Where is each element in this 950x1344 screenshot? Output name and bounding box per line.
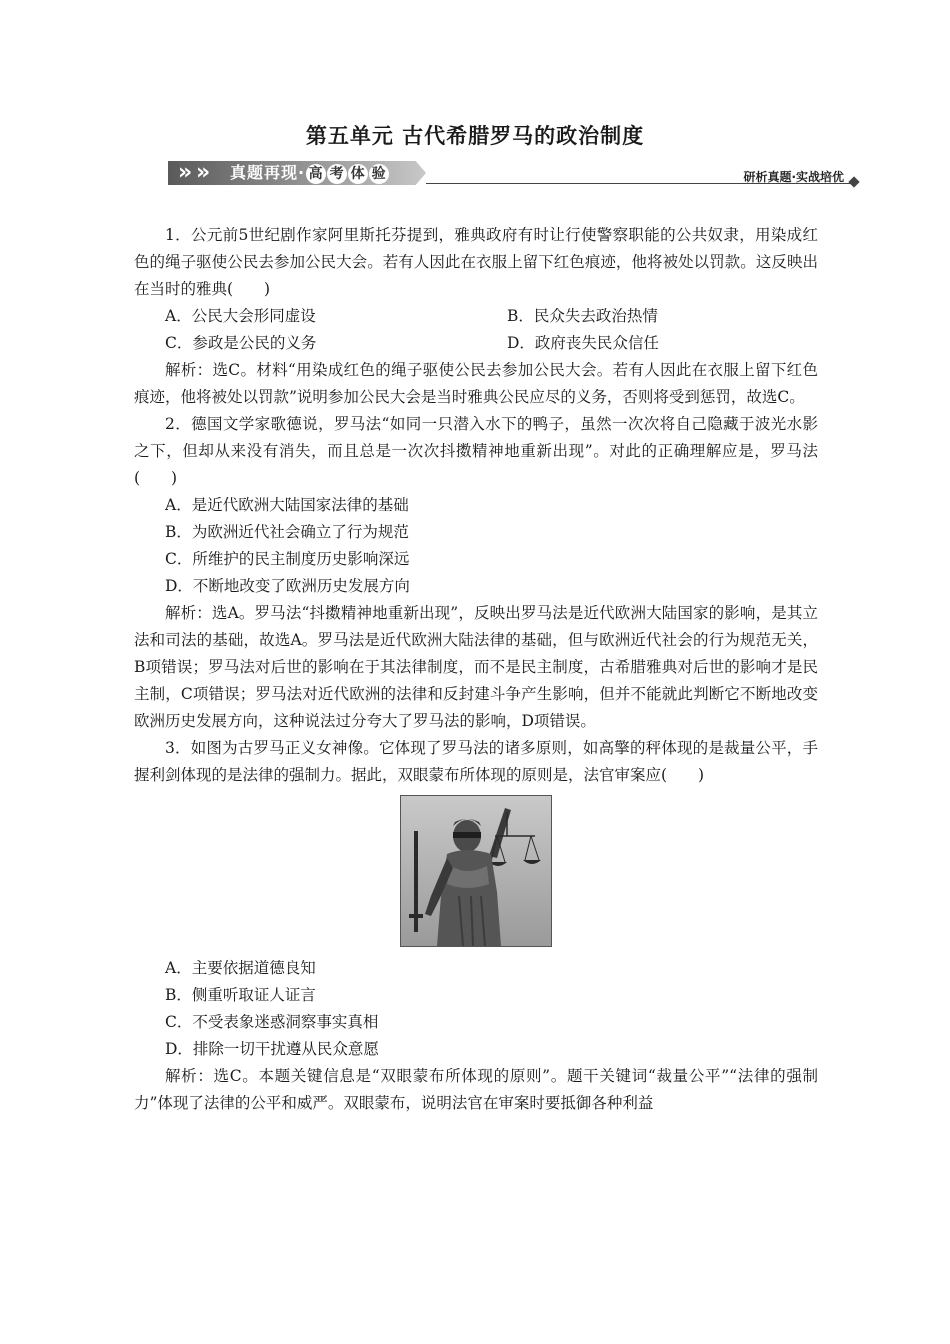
option-b: B．民众失去政治热情 [507, 307, 658, 325]
option-c: C．参政是公民的义务 [165, 334, 317, 352]
option-d: D．不断地改变了欧洲历史发展方向 [165, 577, 410, 595]
banner-circled-char: 高 [306, 164, 326, 184]
banner-main: 真题再现 [230, 163, 299, 182]
banner-label [230, 162, 389, 184]
analysis-text: 解析：选C。本题关键信息是“双眼蒙布所体现的原则”。题干关键词“裁量公平”“法律的强制力”体现了法律的公平和威严。双眼蒙布，说明法官在审案时要抵御各种利益 [134, 1067, 818, 1112]
banner-tagline: 研析真题·实战培优 [743, 170, 844, 184]
question-stem: 1．公元前5世纪剧作家阿里斯托芬提到，雅典政府有时让行使警察职能的公共奴隶，用染成红色的绳子驱使公民去参加公民大会。若有人因此在衣服上留下红色痕迹，他将被处以罚款。这反映出在当时的雅典( ) [134, 226, 818, 298]
option-c: C．所维护的民主制度历史影响深远 [165, 550, 410, 568]
option-d: D．政府丧失民众信任 [507, 334, 659, 352]
banner-circled-char: 考 [327, 164, 347, 184]
justitia-statue-image [400, 795, 552, 947]
banner-circled-char: 体 [348, 164, 368, 184]
question-stem: 3．如图为古罗马正义女神像。它体现了罗马法的诸多原则，如高擎的秤体现的是裁量公平，手握利剑体现的是法律的强制力。据此，双眼蒙布所体现的原则是，法官审案应( ) [134, 739, 818, 784]
option-b: B．侧重听取证人证言 [165, 986, 316, 1004]
diamond-icon [848, 176, 859, 187]
analysis-text: 解析：选A。罗马法“抖擞精神地重新出现”，反映出罗马法是近代欧洲大陆国家的影响，是其立法和司法的基础，故选A。罗马法是近代欧洲大陆法律的基础，但与欧洲近代社会的行为规范无关，B项错误；罗马法对后世的影响在于其法律制度，而不是民主制度，古希腊雅典对后世的影响才是民主制，C项错误；罗马法对近代欧洲的法律和反封建斗争产生影响，但并不能就此判断它不断地改变欧洲历史发展方向，这种说法过分夸大了罗马法的影响，D项错误。 [134, 604, 818, 730]
question-stem: 2．德国文学家歌德说，罗马法“如同一只潜入水下的鸭子，虽然一次次将自己隐藏于波光水影之下，但却从来没有消失，而且总是一次次抖擞精神地重新出现”。对此的正确理解应是，罗马法( ) [134, 415, 818, 487]
option-c: C．不受表象迷惑洞察事实真相 [165, 1013, 379, 1031]
chevron-right-icon: » [196, 160, 211, 185]
banner-circled-char: 验 [369, 164, 389, 184]
option-a: A．主要依据道德良知 [165, 959, 316, 977]
section-banner [168, 160, 858, 188]
option-row [134, 330, 818, 357]
document-body [134, 222, 818, 1117]
option-b: B．为欧洲近代社会确立了行为规范 [165, 523, 409, 541]
page-title: 第五单元 古代希腊罗马的政治制度 [305, 124, 645, 148]
option-a: A．公民大会形同虚设 [165, 307, 316, 325]
banner-dot: · [298, 163, 306, 182]
analysis-text: 解析：选C。材料“用染成红色的绳子驱使公民去参加公民大会。若有人因此在衣服上留下红色痕迹，他将被处以罚款”说明参加公民大会是当时雅典公民应尽的义务，否则将受到惩罚，故选C。 [134, 361, 818, 406]
chevron-right-icon: » [178, 160, 193, 185]
option-d: D．排除一切干扰遵从民众意愿 [165, 1040, 379, 1058]
option-row [134, 303, 818, 330]
option-a: A．是近代欧洲大陆国家法律的基础 [165, 496, 409, 514]
